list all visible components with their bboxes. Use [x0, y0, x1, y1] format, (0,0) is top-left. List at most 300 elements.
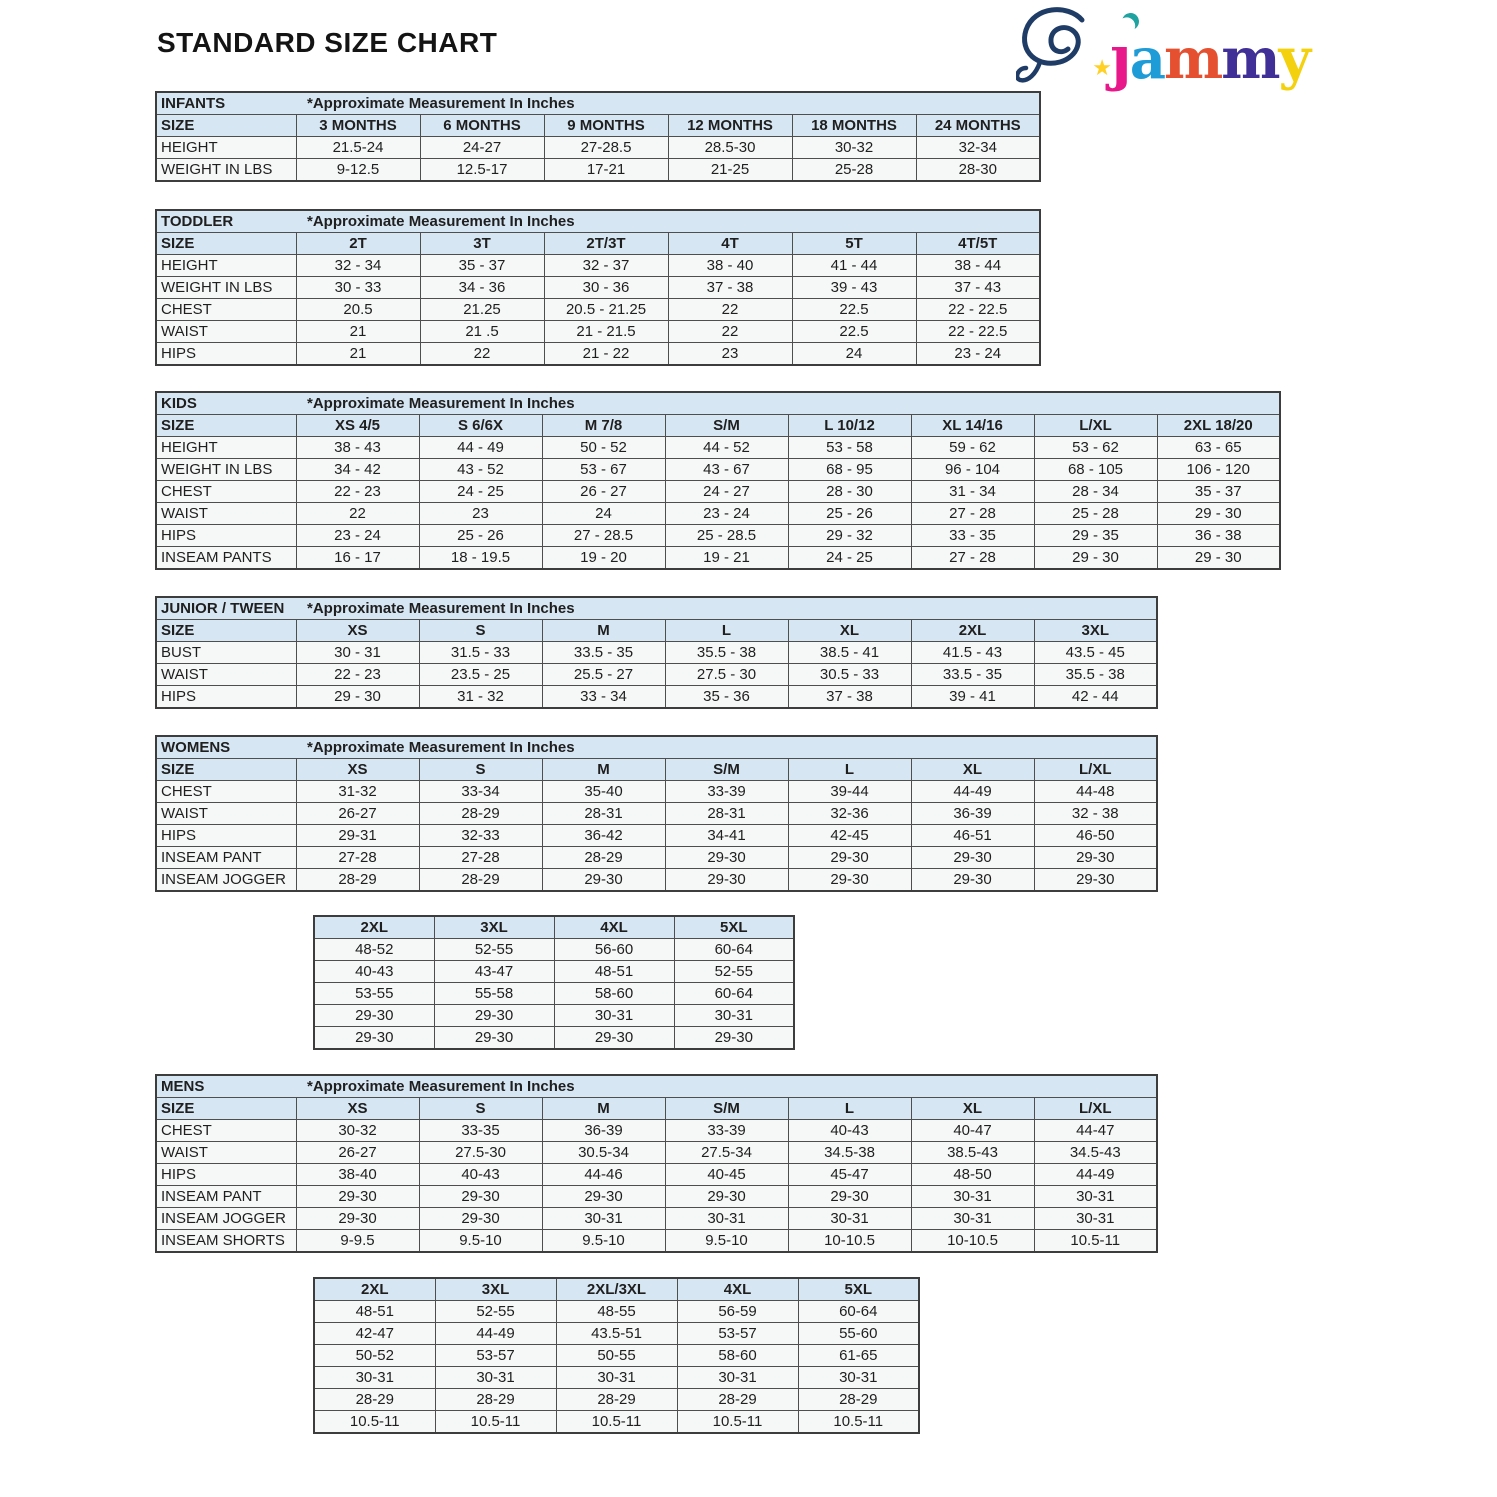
measurement-note: *Approximate Measurement In Inches	[307, 1077, 575, 1095]
row-label: HEIGHT	[156, 137, 296, 159]
size-value-cell: 43-47	[434, 961, 554, 983]
logo-letter-y-4: y	[1278, 26, 1310, 93]
size-value-cell: 36-39	[542, 1120, 665, 1142]
table-row	[314, 939, 794, 961]
size-value-cell: 25-28	[792, 159, 916, 182]
size-value-cell: 30-31	[788, 1208, 911, 1230]
size-value-cell: 38 - 43	[296, 437, 419, 459]
measurement-note: *Approximate Measurement In Inches	[307, 738, 575, 756]
size-value-cell: 22 - 23	[296, 664, 419, 686]
size-value-cell: 36-42	[542, 825, 665, 847]
size-value-cell: 38.5-43	[911, 1142, 1034, 1164]
size-value-cell: 22	[668, 299, 792, 321]
table-header-row	[156, 759, 1157, 781]
size-value-cell: 30.5 - 33	[788, 664, 911, 686]
size-value-cell: 40-43	[419, 1164, 542, 1186]
column-header: 3 MONTHS	[296, 115, 420, 137]
measurement-note: *Approximate Measurement In Inches	[307, 394, 575, 412]
column-header: XS	[296, 759, 419, 781]
row-label: HIPS	[156, 825, 296, 847]
column-header: XL	[911, 1098, 1034, 1120]
size-value-cell: 41 - 44	[792, 255, 916, 277]
size-value-cell: 30-31	[314, 1367, 435, 1389]
table-row	[156, 1120, 1157, 1142]
size-value-cell: 22 - 22.5	[916, 321, 1040, 343]
size-value-cell: 30.5-34	[542, 1142, 665, 1164]
size-value-cell: 106 - 120	[1157, 459, 1280, 481]
size-value-cell: 35 - 37	[420, 255, 544, 277]
table-row	[314, 961, 794, 983]
size-value-cell: 35.5 - 38	[665, 642, 788, 664]
size-value-cell: 27.5-34	[665, 1142, 788, 1164]
table-title	[156, 392, 1280, 415]
size-value-cell: 9.5-10	[542, 1230, 665, 1253]
size-value-cell: 58-60	[554, 983, 674, 1005]
size-value-cell: 30 - 36	[544, 277, 668, 299]
column-header: 2T/3T	[544, 233, 668, 255]
logo-letter-m-2: m	[1164, 26, 1222, 93]
size-value-cell: 30-31	[677, 1367, 798, 1389]
size-value-cell: 10-10.5	[788, 1230, 911, 1253]
column-header: 24 MONTHS	[916, 115, 1040, 137]
size-value-cell: 26-27	[296, 803, 419, 825]
size-value-cell: 43 - 52	[419, 459, 542, 481]
size-value-cell: 40-45	[665, 1164, 788, 1186]
size-value-cell: 38.5 - 41	[788, 642, 911, 664]
size-value-cell: 25.5 - 27	[542, 664, 665, 686]
size-value-cell: 35 - 37	[1157, 481, 1280, 503]
size-value-cell: 30-31	[911, 1208, 1034, 1230]
size-value-cell: 28 - 34	[1034, 481, 1157, 503]
size-value-cell: 10.5-11	[1034, 1230, 1157, 1253]
size-value-cell: 21-25	[668, 159, 792, 182]
size-value-cell: 29 - 30	[296, 686, 419, 709]
column-header: 6 MONTHS	[420, 115, 544, 137]
column-header: 18 MONTHS	[792, 115, 916, 137]
size-value-cell: 29-30	[296, 1186, 419, 1208]
column-header: S	[419, 759, 542, 781]
size-value-cell: 38 - 40	[668, 255, 792, 277]
row-label: CHEST	[156, 481, 296, 503]
size-value-cell: 31 - 34	[911, 481, 1034, 503]
size-value-cell: 53-55	[314, 983, 434, 1005]
size-value-cell: 29-30	[554, 1027, 674, 1050]
size-value-cell: 43.5-51	[556, 1323, 677, 1345]
size-value-cell: 27-28.5	[544, 137, 668, 159]
table-title-label: JUNIOR / TWEEN	[161, 599, 285, 617]
size-value-cell: 10-10.5	[911, 1230, 1034, 1253]
size-value-cell: 29-30	[542, 1186, 665, 1208]
size-value-cell: 25 - 28.5	[665, 525, 788, 547]
size-value-cell: 60-64	[674, 939, 794, 961]
row-label: WEIGHT IN LBS	[156, 159, 296, 182]
size-value-cell: 28-30	[916, 159, 1040, 182]
size-value-cell: 29-30	[911, 847, 1034, 869]
size-value-cell: 9-12.5	[296, 159, 420, 182]
column-header: L/XL	[1034, 1098, 1157, 1120]
size-value-cell: 30-31	[1034, 1186, 1157, 1208]
size-value-cell: 30-31	[674, 1005, 794, 1027]
table-row	[314, 1389, 919, 1411]
size-value-cell: 10.5-11	[556, 1411, 677, 1434]
size-value-cell: 56-60	[554, 939, 674, 961]
size-value-cell: 21	[296, 321, 420, 343]
size-value-cell: 29-30	[788, 869, 911, 892]
size-value-cell: 55-58	[434, 983, 554, 1005]
row-label: WAIST	[156, 803, 296, 825]
size-value-cell: 32 - 38	[1034, 803, 1157, 825]
column-header: 9 MONTHS	[544, 115, 668, 137]
size-value-cell: 29-30	[542, 869, 665, 892]
page-title: STANDARD SIZE CHART	[157, 27, 498, 58]
column-header: 3T	[420, 233, 544, 255]
size-value-cell: 60-64	[674, 983, 794, 1005]
column-header: S/M	[665, 415, 788, 437]
size-value-cell: 27.5-30	[419, 1142, 542, 1164]
size-value-cell: 34.5-38	[788, 1142, 911, 1164]
size-value-cell: 33-35	[419, 1120, 542, 1142]
size-value-cell: 30-31	[665, 1208, 788, 1230]
column-header: XL	[788, 620, 911, 642]
size-value-cell: 32-33	[419, 825, 542, 847]
column-header: 3XL	[1034, 620, 1157, 642]
size-value-cell: 29-30	[788, 1186, 911, 1208]
size-value-cell: 52-55	[435, 1301, 556, 1323]
size-value-cell: 34.5-43	[1034, 1142, 1157, 1164]
row-label: INSEAM PANT	[156, 1186, 296, 1208]
size-value-cell: 21 - 22	[544, 343, 668, 366]
size-value-cell: 27 - 28.5	[542, 525, 665, 547]
size-value-cell: 24-27	[420, 137, 544, 159]
size-value-cell: 29-30	[911, 869, 1034, 892]
table-title	[156, 736, 1157, 759]
size-value-cell: 30-31	[556, 1367, 677, 1389]
table-header-row	[314, 1278, 919, 1301]
size-tables-container	[155, 91, 1497, 1434]
column-header: L 10/12	[788, 415, 911, 437]
size-value-cell: 29 - 30	[1034, 547, 1157, 570]
size-value-cell: 41.5 - 43	[911, 642, 1034, 664]
row-label: HIPS	[156, 525, 296, 547]
table-row	[156, 255, 1040, 277]
table-row	[156, 1186, 1157, 1208]
table-row	[156, 137, 1040, 159]
size-value-cell: 10.5-11	[435, 1411, 556, 1434]
table-row	[156, 664, 1157, 686]
size-value-cell: 24	[542, 503, 665, 525]
size-value-cell: 32-36	[788, 803, 911, 825]
table-title-row	[156, 597, 1157, 620]
size-value-cell: 50 - 52	[542, 437, 665, 459]
size-table-kids	[155, 391, 1281, 570]
size-value-cell: 28-29	[677, 1389, 798, 1411]
size-table-womens	[155, 735, 1158, 892]
column-header: 2XL 18/20	[1157, 415, 1280, 437]
size-table-toddler	[155, 209, 1041, 366]
row-label: INSEAM JOGGER	[156, 869, 296, 892]
size-value-cell: 26 - 27	[542, 481, 665, 503]
size-value-cell: 48-55	[556, 1301, 677, 1323]
size-value-cell: 19 - 20	[542, 547, 665, 570]
size-value-cell: 28-29	[798, 1389, 919, 1411]
table-row	[156, 781, 1157, 803]
column-header: L	[788, 759, 911, 781]
size-value-cell: 23	[419, 503, 542, 525]
column-header: 2XL	[314, 1278, 435, 1301]
size-value-cell: 37 - 38	[668, 277, 792, 299]
column-header: L	[665, 620, 788, 642]
size-value-cell: 23	[668, 343, 792, 366]
size-value-cell: 45-47	[788, 1164, 911, 1186]
size-value-cell: 29-30	[314, 1005, 434, 1027]
size-value-cell: 21.5-24	[296, 137, 420, 159]
size-value-cell: 22	[668, 321, 792, 343]
size-value-cell: 21 .5	[420, 321, 544, 343]
size-value-cell: 24 - 25	[419, 481, 542, 503]
column-header: 4XL	[554, 916, 674, 939]
table-title-row	[156, 736, 1157, 759]
brand-logo	[1016, 0, 1310, 93]
table-row	[314, 1301, 919, 1323]
size-value-cell: 9.5-10	[419, 1230, 542, 1253]
size-value-cell: 22.5	[792, 321, 916, 343]
size-value-cell: 23 - 24	[916, 343, 1040, 366]
size-value-cell: 63 - 65	[1157, 437, 1280, 459]
size-value-cell: 21	[296, 343, 420, 366]
table-row	[156, 277, 1040, 299]
size-value-cell: 43 - 67	[665, 459, 788, 481]
column-header: SIZE	[156, 415, 296, 437]
size-value-cell: 53 - 62	[1034, 437, 1157, 459]
column-header: 5T	[792, 233, 916, 255]
row-label: WEIGHT IN LBS	[156, 277, 296, 299]
table-header-row	[156, 115, 1040, 137]
table-row	[156, 642, 1157, 664]
size-value-cell: 27-28	[296, 847, 419, 869]
size-value-cell: 29 - 30	[1157, 503, 1280, 525]
size-value-cell: 35-40	[542, 781, 665, 803]
size-value-cell: 40-47	[911, 1120, 1034, 1142]
size-value-cell: 27 - 28	[911, 503, 1034, 525]
row-label: INSEAM JOGGER	[156, 1208, 296, 1230]
row-label: WAIST	[156, 321, 296, 343]
size-value-cell: 44-49	[435, 1323, 556, 1345]
size-value-cell: 29-30	[434, 1005, 554, 1027]
table-row	[156, 481, 1280, 503]
table-row	[156, 299, 1040, 321]
column-header: 2XL/3XL	[556, 1278, 677, 1301]
size-value-cell: 22.5	[792, 299, 916, 321]
size-value-cell: 9.5-10	[665, 1230, 788, 1253]
size-value-cell: 12.5-17	[420, 159, 544, 182]
row-label: HIPS	[156, 343, 296, 366]
size-value-cell: 28-29	[296, 869, 419, 892]
size-value-cell: 23 - 24	[665, 503, 788, 525]
size-value-cell: 30-31	[911, 1186, 1034, 1208]
size-value-cell: 30-31	[798, 1367, 919, 1389]
column-header: 2XL	[314, 916, 434, 939]
size-value-cell: 44-48	[1034, 781, 1157, 803]
row-label: INSEAM PANTS	[156, 547, 296, 570]
size-value-cell: 30-31	[554, 1005, 674, 1027]
table-row	[314, 1005, 794, 1027]
table-row	[314, 1027, 794, 1050]
row-label: CHEST	[156, 299, 296, 321]
size-value-cell: 29 - 30	[1157, 547, 1280, 570]
table-row	[156, 437, 1280, 459]
size-value-cell: 34 - 42	[296, 459, 419, 481]
size-value-cell: 36 - 38	[1157, 525, 1280, 547]
size-value-cell: 38-40	[296, 1164, 419, 1186]
size-value-cell: 59 - 62	[911, 437, 1034, 459]
logo-letter-m-3: m	[1221, 26, 1279, 93]
size-value-cell: 40-43	[314, 961, 434, 983]
size-value-cell: 31 - 32	[419, 686, 542, 709]
measurement-note: *Approximate Measurement In Inches	[307, 212, 575, 230]
table-row	[156, 525, 1280, 547]
size-value-cell: 33 - 35	[911, 525, 1034, 547]
size-value-cell: 42-45	[788, 825, 911, 847]
size-value-cell: 29-30	[1034, 847, 1157, 869]
size-value-cell: 23.5 - 25	[419, 664, 542, 686]
size-value-cell: 20.5	[296, 299, 420, 321]
size-value-cell: 48-51	[314, 1301, 435, 1323]
column-header: S 6/6X	[419, 415, 542, 437]
size-table-womens-extended	[313, 915, 795, 1050]
size-value-cell: 33.5 - 35	[911, 664, 1034, 686]
size-value-cell: 21 - 21.5	[544, 321, 668, 343]
size-value-cell: 30 - 31	[296, 642, 419, 664]
column-header: 4T	[668, 233, 792, 255]
table-title-label: KIDS	[161, 394, 197, 412]
table-row	[156, 869, 1157, 892]
row-label: WAIST	[156, 503, 296, 525]
size-value-cell: 26-27	[296, 1142, 419, 1164]
size-value-cell: 22	[420, 343, 544, 366]
row-label: HIPS	[156, 1164, 296, 1186]
size-value-cell: 39 - 43	[792, 277, 916, 299]
size-table-mens	[155, 1074, 1158, 1253]
size-value-cell: 39 - 41	[911, 686, 1034, 709]
size-value-cell: 29-30	[665, 1186, 788, 1208]
size-value-cell: 37 - 43	[916, 277, 1040, 299]
size-value-cell: 33 - 34	[542, 686, 665, 709]
size-value-cell: 33-39	[665, 1120, 788, 1142]
size-value-cell: 44-49	[1034, 1164, 1157, 1186]
table-title-label: TODDLER	[161, 212, 234, 230]
size-value-cell: 53 - 58	[788, 437, 911, 459]
size-value-cell: 10.5-11	[677, 1411, 798, 1434]
size-table-junior-tween	[155, 596, 1158, 709]
size-value-cell: 42-47	[314, 1323, 435, 1345]
size-value-cell: 34 - 36	[420, 277, 544, 299]
size-value-cell: 25 - 26	[419, 525, 542, 547]
size-value-cell: 53 - 67	[542, 459, 665, 481]
table-row	[156, 825, 1157, 847]
table-row	[314, 1411, 919, 1434]
size-value-cell: 39-44	[788, 781, 911, 803]
column-header: SIZE	[156, 759, 296, 781]
table-title-label: MENS	[161, 1077, 205, 1095]
column-header: M	[542, 759, 665, 781]
logo-letter-a-1: a	[1129, 26, 1165, 93]
size-value-cell: 33-39	[665, 781, 788, 803]
table-row	[314, 1345, 919, 1367]
column-header: L/XL	[1034, 759, 1157, 781]
size-value-cell: 44 - 49	[419, 437, 542, 459]
row-label: WAIST	[156, 664, 296, 686]
size-value-cell: 29-30	[665, 869, 788, 892]
size-value-cell: 10.5-11	[798, 1411, 919, 1434]
table-header-row	[156, 415, 1280, 437]
size-value-cell: 35 - 36	[665, 686, 788, 709]
table-row	[156, 547, 1280, 570]
size-value-cell: 43.5 - 45	[1034, 642, 1157, 664]
column-header: S/M	[665, 759, 788, 781]
table-row	[156, 686, 1157, 709]
size-value-cell: 28-29	[556, 1389, 677, 1411]
size-value-cell: 30-31	[435, 1367, 556, 1389]
column-header: 5XL	[798, 1278, 919, 1301]
star-icon: ★	[1092, 56, 1112, 81]
size-value-cell: 42 - 44	[1034, 686, 1157, 709]
column-header: XS	[296, 620, 419, 642]
size-value-cell: 22 - 22.5	[916, 299, 1040, 321]
column-header: XS 4/5	[296, 415, 419, 437]
table-title-row	[156, 1075, 1157, 1098]
size-value-cell: 55-60	[798, 1323, 919, 1345]
size-value-cell: 30-31	[542, 1208, 665, 1230]
size-value-cell: 23 - 24	[296, 525, 419, 547]
row-label: HEIGHT	[156, 255, 296, 277]
size-value-cell: 29-30	[665, 847, 788, 869]
table-header-row	[156, 1098, 1157, 1120]
size-table-infants	[155, 91, 1041, 182]
size-value-cell: 52-55	[674, 961, 794, 983]
table-row	[314, 983, 794, 1005]
table-row	[156, 1164, 1157, 1186]
size-value-cell: 44-47	[1034, 1120, 1157, 1142]
size-value-cell: 44-46	[542, 1164, 665, 1186]
size-value-cell: 27 - 28	[911, 547, 1034, 570]
size-value-cell: 31.5 - 33	[419, 642, 542, 664]
size-value-cell: 30-32	[792, 137, 916, 159]
size-value-cell: 96 - 104	[911, 459, 1034, 481]
size-value-cell: 53-57	[677, 1323, 798, 1345]
size-value-cell: 46-50	[1034, 825, 1157, 847]
size-value-cell: 27.5 - 30	[665, 664, 788, 686]
column-header: S/M	[665, 1098, 788, 1120]
size-value-cell: 28 - 30	[788, 481, 911, 503]
size-value-cell: 29-30	[1034, 869, 1157, 892]
size-value-cell: 46-51	[911, 825, 1034, 847]
size-value-cell: 9-9.5	[296, 1230, 419, 1253]
table-title-row	[156, 92, 1040, 115]
logo-letter-j-0: ȷ	[1110, 17, 1130, 86]
size-value-cell: 17-21	[544, 159, 668, 182]
size-value-cell: 28-31	[542, 803, 665, 825]
column-header: 4T/5T	[916, 233, 1040, 255]
size-value-cell: 50-52	[314, 1345, 435, 1367]
size-value-cell: 27-28	[419, 847, 542, 869]
column-header: SIZE	[156, 233, 296, 255]
column-header: 3XL	[434, 916, 554, 939]
measurement-note: *Approximate Measurement In Inches	[307, 94, 575, 112]
size-value-cell: 25 - 28	[1034, 503, 1157, 525]
size-value-cell: 68 - 95	[788, 459, 911, 481]
size-value-cell: 44 - 52	[665, 437, 788, 459]
size-value-cell: 48-51	[554, 961, 674, 983]
